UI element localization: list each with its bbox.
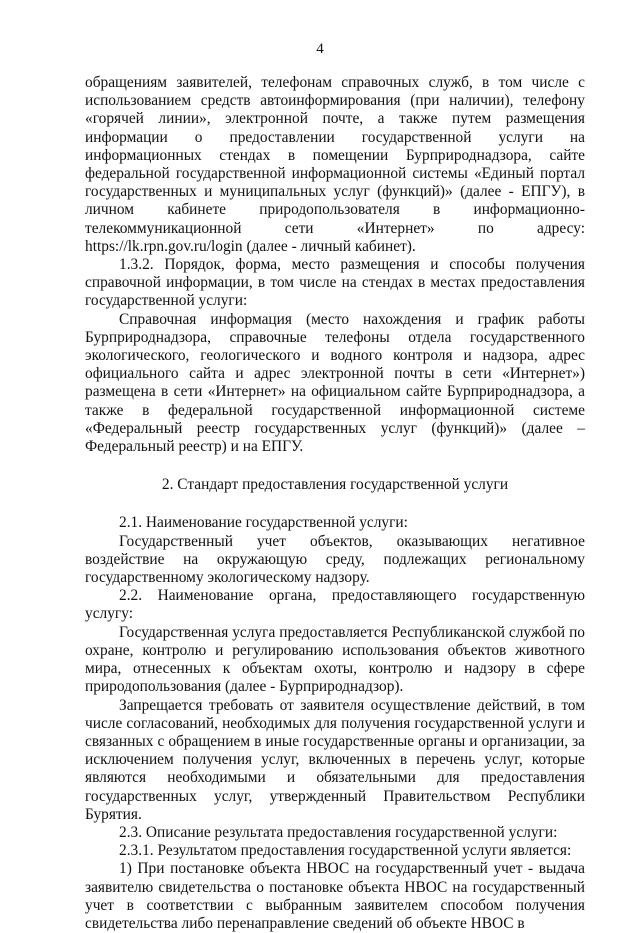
paragraph-prohibition: Запрещается требовать от заявителя осуществление действий, в том числе согласований, необходимых для получения государственной услуги и связанных с обращением в иные государственные органы и организации, за исключением получения услуг, включенных в перечень услуг, которые являются необходимыми и обязательными для предоставления государственных услуг, утвержденный Правительством Республики Бурятия. [85, 696, 585, 823]
paragraph-2-2-heading: 2.2. Наименование органа, предоставляющего государственную услугу: [85, 587, 585, 623]
paragraph-2-3-1-heading: 2.3.1. Результатом предоставления государственной услуги является: [119, 842, 572, 860]
section-heading: 2. Стандарт предоставления государственной услуги [161, 476, 509, 494]
page-number: 4 [316, 41, 324, 57]
paragraph-result-item-1: 1) При постановке объекта НВОС на государственный учет - выдача заявителю свидетельства о постановке объекта НВОС на государственный учет в соответствии с выбранным заявителем способом получения свидетельства либо перенаправление сведений об объекте НВОС в [85, 860, 585, 932]
paragraph-service-provider: Государственная услуга предоставляется Республиканской службой по охране, контролю и регулированию использования объектов животного мира, отнесенных к объектам охоты, контролю и надзору в сфере природопользования (далее - Бурприроднадзор). [85, 623, 585, 696]
document-body [85, 74, 585, 933]
paragraph-2-3-heading: 2.3. Описание результата предоставления государственной услуги: [119, 823, 558, 841]
paragraph-contact-channels: обращениям заявителей, телефонам справочных служб, в том числе с использованием средств автоинформирования (при наличии), телефону «горячей линии», электронной почте, а также путем размещения информации о предоставлении государственной услуги на информационных стендах в помещении Бурприроднадзора, сайте федеральной государственной информационной системы «Единый портал государственных и муниципальных услуг (функций)» (далее - ЕПГУ), в личном кабинете природопользователя в информационно-телекоммуникационной сети «Интернет» по адресу: https://lk.rpn.gov.ru/login (далее - личный кабинет). [85, 74, 585, 255]
paragraph-service-name: Государственный учет объектов, оказывающих негативное воздействие на окружающую среду, подлежащих региональному государственному экологическому надзору. [85, 532, 585, 587]
paragraph-1-3-2-heading: 1.3.2. Порядок, форма, место размещения и способы получения справочной информации, в том числе на стендах в местах предоставления государственной услуги: [85, 256, 585, 310]
paragraph-2-1-heading: 2.1. Наименование государственной услуги: [119, 514, 408, 532]
paragraph-reference-info: Справочная информация (место нахождения и график работы Бурприроднадзора, справочные телефоны отдела государственного экологического, геологического и водного контроля и надзора, адрес официального сайта и адрес электронной почты в сети «Интернет») размещена в сети «Интернет» на официальном сайте Бурприроднадзора, а также в федеральной государственной информационной системе «Федеральный реестр государственных услуг (функций)» (далее – Федеральный реестр) и на ЕПГУ. [85, 310, 585, 456]
